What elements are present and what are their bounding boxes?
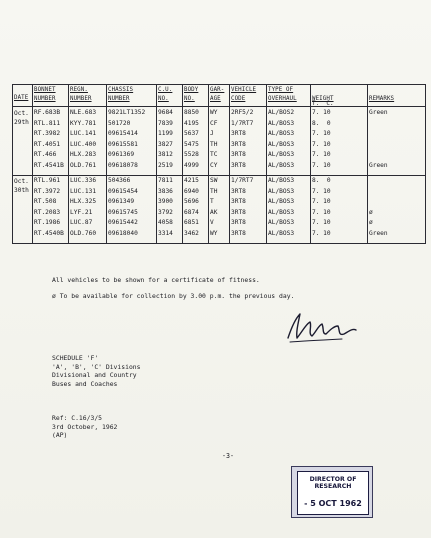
table-row: [12, 186, 426, 199]
handwritten-signature: [282, 308, 362, 348]
cell-regn: OLD.761: [70, 161, 97, 169]
header-weight: WEIGHT: [312, 96, 334, 102]
cell-chassis: 501720: [108, 119, 131, 127]
cell-weight: 7. 10: [312, 198, 331, 205]
cell-overhaul: AL/BOS3: [268, 130, 295, 137]
cell-overhaul: AL/BOS3: [268, 119, 295, 127]
cell-remarks: ø: [369, 219, 373, 226]
cell-chassis: 09618040: [108, 229, 138, 237]
cell-garage: CY: [210, 161, 218, 169]
cell-bonnet: RTL.961: [34, 177, 61, 184]
reference-code: Ref: C.16/3/5: [52, 414, 103, 422]
cell-remarks: ø: [369, 208, 373, 216]
header-date: DATE: [14, 95, 29, 101]
cell-overhaul: AL/BOS2: [268, 109, 295, 116]
cell-cu: 3314: [158, 229, 173, 237]
schedule-divisions: 'A', 'B', 'C' Divisions: [52, 362, 141, 371]
cell-chassis: 0961369: [108, 151, 135, 158]
cell-code: 3RT8: [231, 229, 246, 237]
cell-code: 3RT8: [231, 198, 246, 205]
cell-body: 6940: [184, 187, 199, 195]
cell-overhaul: AL/BOS3: [268, 208, 295, 216]
date-month: Oct.: [14, 110, 29, 117]
table-row: [12, 118, 426, 131]
collection-note: ø To be available for collection by 3.00 p.m. the previous day.: [52, 292, 295, 300]
cell-bonnet: RT.508: [34, 198, 57, 205]
cell-overhaul: AL/BOS3: [268, 140, 295, 148]
cell-weight: 7. 10: [312, 140, 331, 148]
cell-weight: 7. 10: [312, 187, 331, 195]
cell-bonnet: RF.683B: [34, 109, 61, 116]
stamp-title-line: RESEARCH: [314, 483, 352, 490]
cell-remarks: Green: [369, 161, 388, 169]
cell-code: 3RT8: [231, 130, 246, 137]
cell-remarks: Green: [369, 229, 388, 237]
cell-remarks: Green: [369, 109, 388, 116]
table-row: [12, 142, 426, 152]
table-row: [12, 210, 426, 220]
table-group-divider: [12, 175, 426, 176]
date-month: Oct.: [14, 178, 29, 185]
cell-bonnet: RT.2083: [34, 208, 61, 216]
cell-overhaul: AL/BOS3: [268, 219, 295, 226]
cell-bonnet: RT.1986: [34, 219, 61, 226]
cell-overhaul: AL/BOS3: [268, 151, 295, 158]
cell-weight: 7. 10: [312, 151, 331, 158]
cell-cu: 3836: [158, 187, 173, 195]
cell-code: 3RT8: [231, 187, 246, 195]
cell-weight: 7. 10: [312, 208, 331, 216]
cell-cu: 3900: [158, 198, 173, 205]
table-top-rule: [12, 84, 426, 85]
cell-weight: 8. 0: [312, 119, 331, 127]
reference-initials: (AP): [52, 431, 68, 440]
cell-garage: TH: [210, 187, 218, 195]
table-row: [12, 152, 426, 162]
cell-code: 3RT8: [231, 208, 246, 216]
table-row: [12, 131, 426, 141]
received-stamp: [291, 466, 373, 518]
cell-bonnet: RT.466: [34, 151, 57, 158]
cell-overhaul: AL/BOS3: [268, 198, 295, 205]
cell-garage: AK: [210, 208, 218, 216]
cell-garage: TC: [210, 151, 218, 158]
cell-garage: T: [210, 198, 214, 205]
cell-chassis: 09615442: [108, 219, 138, 226]
date-day: 29th: [14, 118, 29, 126]
cell-body: 4999: [184, 161, 199, 169]
cell-body: 6851: [184, 219, 199, 226]
table-row: [12, 163, 426, 173]
cell-bonnet: RT.4541B: [34, 161, 64, 169]
cell-garage: V: [210, 219, 214, 226]
cell-weight: 7. 10: [312, 109, 331, 116]
cell-code: 1/7RT7: [231, 177, 254, 184]
cell-overhaul: AL/BOS3: [268, 229, 295, 237]
header-remarks: REMARKS: [369, 96, 395, 102]
reference-block: [52, 414, 117, 440]
table-bottom-rule: [12, 243, 426, 244]
cell-regn: LUC.141: [70, 130, 97, 137]
stamp-title: [298, 476, 368, 490]
cell-cu: 3827: [158, 140, 173, 148]
cell-regn: HLX.325: [70, 198, 97, 205]
cell-overhaul: AL/BOS3: [268, 161, 295, 169]
cell-chassis: 09615414: [108, 130, 138, 137]
cell-cu: 9684: [158, 109, 173, 116]
cell-weight: 7. 10: [312, 130, 331, 137]
cell-body: 3462: [184, 229, 199, 237]
table-row: [12, 220, 426, 230]
header-regn: REGN. NUMBER: [70, 87, 92, 102]
cell-body: 4195: [184, 119, 199, 127]
cell-bonnet: RT.3982: [34, 130, 61, 137]
cell-garage: TH: [210, 140, 218, 148]
cell-code: 2RF5/2: [231, 109, 254, 116]
cell-garage: SW: [210, 177, 218, 184]
table-row: [12, 199, 426, 209]
cell-garage: WY: [210, 109, 218, 116]
cell-garage: J: [210, 130, 214, 137]
cell-body: 8850: [184, 109, 199, 116]
cell-weight: 7. 10: [312, 161, 331, 169]
cell-regn: LUC.131: [70, 187, 97, 195]
cell-regn: KYY.781: [70, 119, 97, 127]
table-row: [12, 178, 426, 188]
schedule-vehicles: Buses and Coaches: [52, 379, 118, 388]
cell-body: 5696: [184, 198, 199, 205]
header-cu: C.U. NO.: [158, 87, 173, 102]
cell-bonnet: RT.4051: [34, 140, 61, 148]
header-vehicle-code: VEHICLE CODE: [231, 87, 257, 102]
cell-regn: NLE.683: [70, 109, 97, 116]
reference-date: 3rd October, 1962: [52, 422, 118, 431]
cell-body: 4215: [184, 177, 199, 184]
cell-chassis: 09615454: [108, 187, 138, 195]
page-number: -3-: [222, 452, 234, 460]
cell-code: 3RT8: [231, 140, 246, 148]
cell-regn: HLX.283: [70, 151, 97, 158]
fitness-note: All vehicles to be shown for a certificate of fitness.: [52, 276, 260, 284]
header-type-overhaul: TYPE OF OVERHAUL: [268, 87, 297, 102]
cell-chassis: 09615745: [108, 208, 138, 216]
header-chassis: CHASSIS NUMBER: [108, 87, 134, 102]
schedule-area: Divisional and Country: [52, 371, 137, 380]
table-row: [12, 231, 426, 241]
cell-regn: LUC.400: [70, 140, 97, 148]
cell-overhaul: AL/BOS3: [268, 177, 295, 184]
cell-regn: LUC.87: [70, 219, 93, 226]
cell-bonnet: RTL.811: [34, 119, 61, 127]
cell-garage: CF: [210, 119, 218, 127]
cell-code: 1/7RT7: [231, 119, 254, 127]
table-row: [12, 110, 426, 120]
cell-chassis: 09618078: [108, 161, 138, 169]
cell-chassis: 9821LT1352: [108, 109, 146, 116]
cell-overhaul: AL/BOS3: [268, 187, 295, 195]
cell-garage: WY: [210, 229, 218, 237]
cell-body: 6874: [184, 208, 199, 216]
cell-regn: LUC.336: [70, 177, 97, 184]
cell-weight: 7. 10: [312, 219, 331, 226]
cell-bonnet: RT.3972: [34, 187, 61, 195]
cell-cu: 7811: [158, 177, 173, 184]
cell-cu: 2519: [158, 161, 173, 169]
cell-code: 3RT8: [231, 161, 246, 169]
cell-cu: 3812: [158, 151, 173, 158]
header-garage: GAR- AGE: [210, 87, 225, 102]
cell-cu: 1199: [158, 130, 173, 137]
cell-chassis: 09615581: [108, 140, 138, 148]
cell-cu: 7839: [158, 119, 173, 127]
date-day: 30th: [14, 186, 29, 194]
cell-code: 3RT8: [231, 151, 246, 158]
header-bonnet: BONNET NUMBER: [34, 87, 56, 102]
stamp-date: - 5 OCT 1962: [304, 499, 362, 508]
cell-cu: 4058: [158, 219, 173, 226]
cell-bonnet: RT.4540B: [34, 229, 64, 237]
cell-body: 5528: [184, 151, 199, 158]
cell-cu: 3792: [158, 208, 173, 216]
cell-regn: OLD.760: [70, 229, 97, 237]
cell-chassis: 0961349: [108, 198, 135, 205]
schedule-title: SCHEDULE 'F': [52, 354, 99, 362]
vehicle-schedule-table: [12, 84, 426, 244]
cell-weight: 7. 10: [312, 229, 331, 237]
cell-body: 5475: [184, 140, 199, 148]
stamp-title-line: DIRECTOR OF: [309, 476, 357, 483]
cell-code: 3RT8: [231, 219, 246, 226]
cell-chassis: 504366: [108, 177, 131, 184]
cell-regn: LYF.21: [70, 208, 93, 216]
stamp-frame: [297, 471, 369, 515]
cell-body: 5637: [184, 130, 199, 137]
cell-weight: 8. 0: [312, 177, 331, 184]
header-weight-units: T. C.: [312, 101, 334, 107]
table-header-rule: [12, 106, 426, 107]
header-body: BODY NO.: [184, 87, 199, 102]
schedule-block: [52, 354, 141, 388]
